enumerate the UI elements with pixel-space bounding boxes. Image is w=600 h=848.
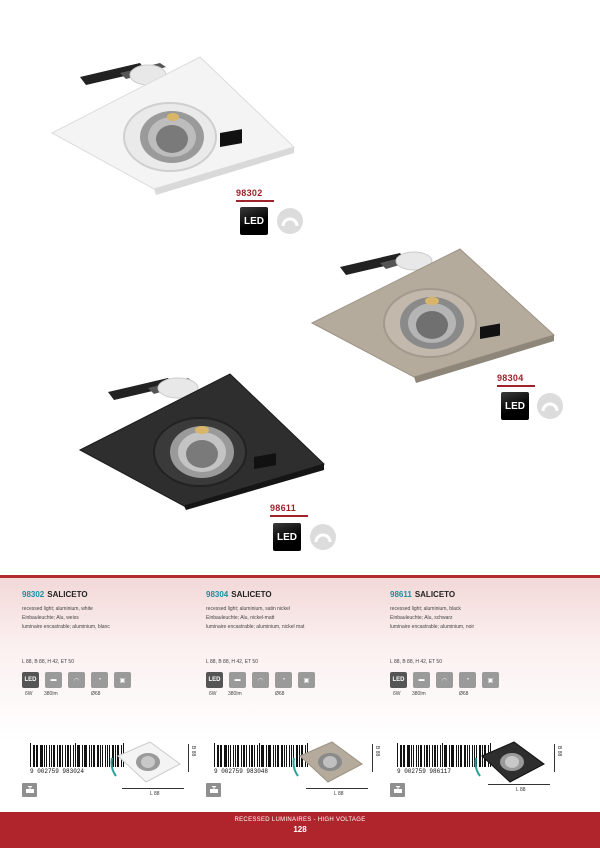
square-frame-icon: ▣ xyxy=(298,672,315,688)
dimension-line xyxy=(122,788,184,789)
led-badge-label: LED xyxy=(277,531,297,543)
spec-divider xyxy=(0,575,600,578)
barcode-bar xyxy=(458,745,459,767)
product-description xyxy=(22,605,202,632)
wattage: 6W xyxy=(25,691,33,697)
barcode-bar xyxy=(102,745,103,767)
barcode-bar xyxy=(220,745,221,767)
barcode-bar xyxy=(230,745,232,767)
barcode-bar xyxy=(469,745,470,767)
spec-icons xyxy=(206,672,315,688)
barcode-bar xyxy=(407,745,410,767)
lumen-output: 380lm xyxy=(412,691,426,697)
description-fr: luminaire encastrable; aluminium, blanc xyxy=(22,624,110,630)
barcode-bar xyxy=(444,745,447,767)
barcode-bar xyxy=(91,745,92,767)
led-icon: LED xyxy=(390,672,407,688)
barcode-bar xyxy=(33,745,35,767)
barcode-bar xyxy=(237,745,239,767)
barcode-bar xyxy=(30,743,31,767)
product-image-98611 xyxy=(78,370,328,510)
dimension-width: B 88 xyxy=(556,746,562,757)
product-code-label: 98304 xyxy=(497,373,524,383)
section-label: RECESSED LUMINAIRES - HIGH VOLTAGE xyxy=(234,817,366,823)
barcode-bar xyxy=(36,745,37,767)
dimension-width: B 88 xyxy=(374,746,380,757)
barcode-bar xyxy=(37,745,38,767)
dimension-length: L 88 xyxy=(150,791,160,797)
barcode-bar xyxy=(440,745,441,767)
barcode-bar xyxy=(452,745,454,767)
dimmable-icon: ◠ xyxy=(252,672,269,688)
barcode-bar xyxy=(411,745,412,767)
barcode-bar xyxy=(437,745,439,767)
packaging-icon xyxy=(390,783,405,797)
barcode-bar xyxy=(416,745,417,767)
product-dimensions: L 88, B 88, H 42, ET 50 xyxy=(206,659,258,665)
description-de: Einbauleuchte; Alu, schwarz xyxy=(390,615,453,621)
product-title xyxy=(22,590,202,599)
barcode-bar xyxy=(228,745,229,767)
barcode-bar xyxy=(49,745,50,767)
dimmable-icon xyxy=(277,208,303,234)
page-footer xyxy=(0,812,600,848)
spec-icons xyxy=(390,672,499,688)
product-code-label: 98302 xyxy=(236,188,263,198)
barcode-bar xyxy=(266,745,267,767)
barcode-bar xyxy=(400,745,402,767)
barcode-bar xyxy=(257,745,258,767)
dimmable-icon xyxy=(310,524,336,550)
product-dimensions: L 88, B 88, H 42, ET 50 xyxy=(22,659,74,665)
code-underline xyxy=(497,385,535,387)
barcode-bar xyxy=(404,745,405,767)
barcode-bar xyxy=(93,745,95,767)
barcode-bar xyxy=(418,745,419,767)
description-de: Einbauleuchte; Alu, nickel-matt xyxy=(206,615,275,621)
product-column-98302 xyxy=(22,590,202,697)
square-frame-icon: ▣ xyxy=(482,672,499,688)
cutout-diameter: Ø68 xyxy=(91,691,101,697)
product-code: 98611 xyxy=(390,590,412,599)
product-column-98304 xyxy=(206,590,386,697)
lumen-icon: ▬ xyxy=(229,672,246,688)
dimension-line xyxy=(306,788,368,789)
barcode-bar xyxy=(434,745,436,767)
barcode-number: 9 002759 983024 xyxy=(30,768,85,775)
barcode-bar xyxy=(105,745,107,767)
barcode-bar xyxy=(235,745,236,767)
dimension-line xyxy=(488,784,550,785)
lumen-icon: ▬ xyxy=(45,672,62,688)
barcode-bar xyxy=(254,745,256,767)
product-image-98304 xyxy=(310,245,560,385)
barcode-number: 9 002759 986117 xyxy=(397,768,452,775)
product-title xyxy=(206,590,386,599)
lumen-output: 380lm xyxy=(44,691,58,697)
product-code: 98304 xyxy=(206,590,229,599)
barcode-bar xyxy=(269,745,271,767)
barcode-bar xyxy=(85,745,87,767)
barcode-bar xyxy=(89,745,90,767)
barcode-bar xyxy=(429,745,430,767)
code-underline xyxy=(236,200,274,202)
barcode-bar xyxy=(75,743,76,767)
lumen-icon: ▬ xyxy=(413,672,430,688)
barcode-bar xyxy=(403,745,404,767)
barcode-bar xyxy=(243,745,246,767)
barcode-bar xyxy=(449,745,450,767)
barcode-bar xyxy=(277,745,279,767)
led-badge-icon xyxy=(501,392,529,420)
barcode-bar xyxy=(84,745,85,767)
barcode-bar xyxy=(241,745,242,767)
product-code-tag-98302 xyxy=(236,188,274,202)
cutout-diameter: Ø68 xyxy=(275,691,285,697)
barcode-bar xyxy=(284,745,285,767)
barcode-bar xyxy=(286,745,287,767)
wattage: 6W xyxy=(393,691,401,697)
barcode-bar xyxy=(217,745,219,767)
product-name: SALICETO xyxy=(231,590,272,599)
product-description xyxy=(206,605,386,632)
code-underline xyxy=(270,515,308,517)
barcode-bar xyxy=(289,745,291,767)
led-badge-icon xyxy=(240,207,268,235)
dimmable-icon: ◠ xyxy=(436,672,453,688)
barcode-bar xyxy=(426,745,429,767)
barcode-bar xyxy=(70,745,72,767)
barcode-bar xyxy=(275,745,276,767)
led-badge-icon xyxy=(273,523,301,551)
cutout-icon: ◔ xyxy=(459,672,476,688)
barcode-bar xyxy=(73,745,74,767)
product-image-98302 xyxy=(50,55,300,195)
barcode-bar xyxy=(44,745,45,767)
packaging-icon xyxy=(22,783,37,797)
product-name: SALICETO xyxy=(47,590,88,599)
barcode-bar xyxy=(420,745,422,767)
square-frame-icon: ▣ xyxy=(114,672,131,688)
barcode-bar xyxy=(77,745,80,767)
barcode-bar xyxy=(432,745,433,767)
barcode-bar xyxy=(82,745,83,767)
cutout-icon: ◔ xyxy=(91,672,108,688)
barcode-bar xyxy=(261,745,264,767)
dimension-line xyxy=(554,744,555,772)
barcode-bar xyxy=(51,745,52,767)
barcode-bar xyxy=(224,745,227,767)
barcode-bar xyxy=(249,745,250,767)
product-code-tag-98611 xyxy=(270,503,308,517)
barcode-bar xyxy=(59,745,62,767)
product-title xyxy=(390,590,570,599)
dimension-length: L 88 xyxy=(334,791,344,797)
barcode-bar xyxy=(246,745,247,767)
barcode-bar xyxy=(397,743,398,767)
product-code-label: 98611 xyxy=(270,503,297,513)
cutout-icon: ◔ xyxy=(275,672,292,688)
description-en: recessed light; aluminium, black xyxy=(390,606,461,612)
product-thumbnail-98304 xyxy=(292,738,364,793)
barcode-bar xyxy=(214,743,215,767)
packaging-icon xyxy=(206,783,221,797)
product-description xyxy=(390,605,570,632)
barcode-bar xyxy=(251,745,253,767)
barcode-bar xyxy=(460,745,462,767)
dimension-line xyxy=(372,744,373,772)
barcode-number: 9 002759 983048 xyxy=(214,768,269,775)
dimmable-icon: ◠ xyxy=(68,672,85,688)
description-en: recessed light; aluminium, satin nickel xyxy=(206,606,290,612)
dimension-line xyxy=(188,744,189,772)
barcode-bar xyxy=(259,743,260,767)
led-icon: LED xyxy=(206,672,223,688)
led-icon: LED xyxy=(22,672,39,688)
led-badge-label: LED xyxy=(244,215,264,227)
barcode-bar xyxy=(221,745,222,767)
barcode-bar xyxy=(464,745,467,767)
barcode-bar xyxy=(413,745,415,767)
barcode-bar xyxy=(467,745,468,767)
barcode-bar xyxy=(233,745,234,767)
dimension-width: B 88 xyxy=(190,746,196,757)
barcode-bar xyxy=(62,745,63,767)
barcode-bar xyxy=(107,745,108,767)
barcode-bar xyxy=(273,745,274,767)
barcode-bar xyxy=(65,745,66,767)
cutout-diameter: Ø68 xyxy=(459,691,469,697)
barcode-bar xyxy=(451,745,452,767)
barcode-bar xyxy=(57,745,58,767)
barcode-bar xyxy=(268,745,269,767)
barcode-bar xyxy=(46,745,48,767)
barcode-bar xyxy=(67,745,69,767)
product-column-98611 xyxy=(390,590,570,697)
barcode-bar xyxy=(100,745,101,767)
barcode-bar xyxy=(456,745,457,767)
barcode-bar xyxy=(442,743,443,767)
led-badge-label: LED xyxy=(505,400,525,412)
description-en: recessed light; aluminium, white xyxy=(22,606,93,612)
product-thumbnail-98302 xyxy=(110,738,182,793)
description-fr: luminaire encastrable; aluminium, nickel mat xyxy=(206,624,305,630)
product-code: 98302 xyxy=(22,590,45,599)
barcode-bar xyxy=(40,745,43,767)
barcode-bar xyxy=(97,745,100,767)
wattage: 6W xyxy=(209,691,217,697)
page-number: 128 xyxy=(293,825,307,834)
dimension-length: L 88 xyxy=(516,787,526,793)
product-name: SALICETO xyxy=(414,590,456,599)
barcode-bar xyxy=(53,745,55,767)
description-de: Einbauleuchte; Alu, weiss xyxy=(22,615,79,621)
barcode-bar xyxy=(424,745,425,767)
spec-icons xyxy=(22,672,131,688)
lumen-output: 380lm xyxy=(228,691,242,697)
product-dimensions: L 88, B 88, H 42, ET 50 xyxy=(390,659,442,665)
product-code-tag-98304 xyxy=(497,373,535,387)
dimmable-icon xyxy=(537,393,563,419)
description-fr: luminaire encastrable; aluminium, noir xyxy=(390,624,475,630)
barcode-bar xyxy=(281,745,284,767)
